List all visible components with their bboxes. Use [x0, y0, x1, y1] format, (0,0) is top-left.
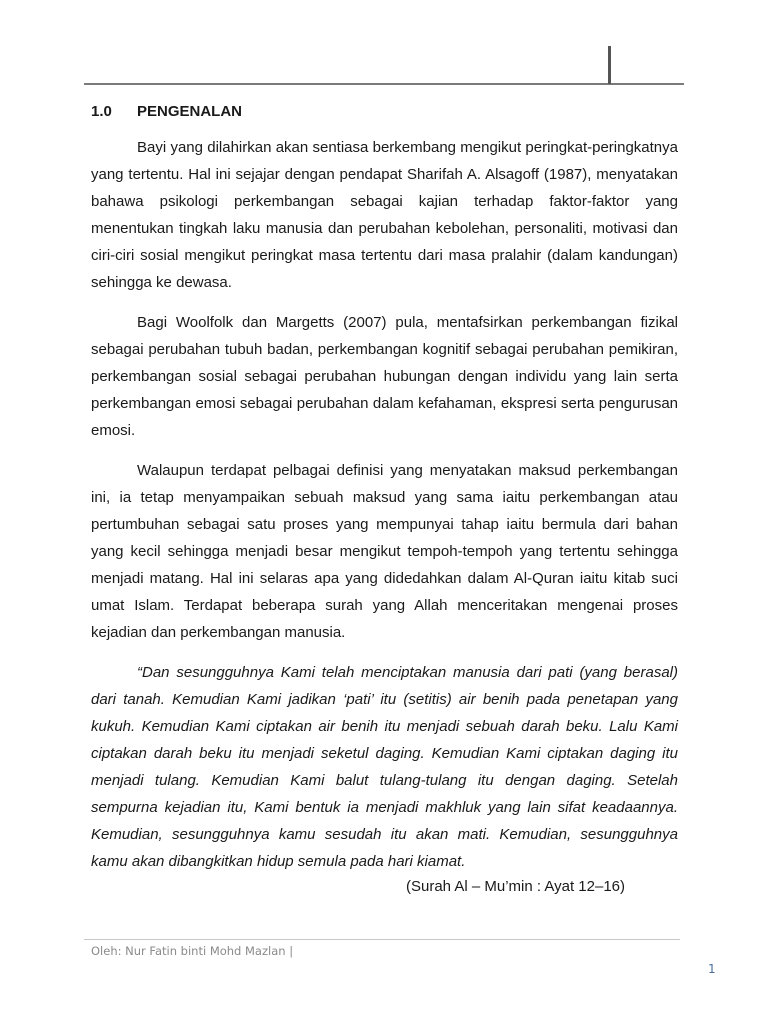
header-rule	[84, 83, 684, 85]
page-number: 1	[708, 962, 716, 976]
section-title: PENGENALAN	[137, 103, 243, 120]
paragraph-woolfolk: Bagi Woolfolk dan Margetts (2007) pula, mentafsirkan perkembangan fizikal sebagai perubahan tubuh badan, perkembangan kognitif sebagai perubahan pemikiran, perkembangan sosial sebagai perubahan hubungan dengan individu yang lain serta perkembangan emosi sebagai perubahan dalam kefahaman, ekspresi serta pengurusan emosi.	[91, 314, 678, 439]
paragraph-intro: Bayi yang dilahirkan akan sentiasa berkembang mengikut peringkat-peringkatnya yang tertentu. Hal ini sejajar dengan pendapat Sharifah A. Alsagoff (1987), menyatakan bahawa psikologi perkembangan sebagai kajian terhadap faktor-faktor yang menentukan tingkah laku manusia dan perubahan kebolehan, personaliti, motivasi dan ciri-ciri sosial mengikut peringkat masa tertentu dari masa pralahir (dalam kandungan) sehingga ke dewasa.	[91, 139, 678, 291]
section-heading	[91, 100, 678, 124]
footer-author: Oleh: Nur Fatin binti Mohd Mazlan |	[91, 944, 294, 958]
section-number: 1.0	[91, 103, 112, 120]
footer-rule	[84, 939, 680, 940]
quran-quote: “Dan sesungguhnya Kami telah menciptakan manusia dari pati (yang berasal) dari tanah. Kemudian Kami jadikan ‘pati’ itu (setitis) air benih pada penetapan yang kukuh. Kemudian Kami ciptakan air benih itu menjadi sebuah darah beku. Lalu Kami ciptakan darah beku itu menjadi seketul daging. Kemudian Kami ciptakan daging itu menjadi tulang. Kemudian Kami balut tulang-tulang itu dengan daging. Setelah sempurna kejadian itu, Kami bentuk ia menjadi makhluk yang lain sifat keadaannya. Kemudian, sesungguhnya kamu sesudah itu akan mati. Kemudian, sesungguhnya kamu akan dibangkitkan hidup semula pada hari kiamat.	[91, 664, 678, 870]
header-marker	[608, 46, 611, 84]
paragraph-definition: Walaupun terdapat pelbagai definisi yang menyatakan maksud perkembangan ini, ia tetap menyampaikan sebuah maksud yang sama iaitu perkembangan atau pertumbuhan sebagai satu proses yang mempunyai tahap iaitu bermula dari bahan yang kecil sehingga menjadi besar mengikut tempoh-tempoh yang tertentu sehingga menjadi matang. Hal ini selaras apa yang didedahkan dalam Al-Quran iaitu kitab suci umat Islam. Terdapat beberapa surah yang Allah menceritakan mengenai proses kejadian dan perkembangan manusia.	[91, 462, 678, 641]
page-content	[91, 100, 678, 899]
quote-citation: (Surah Al – Mu’min : Ayat 12–16)	[406, 878, 626, 895]
